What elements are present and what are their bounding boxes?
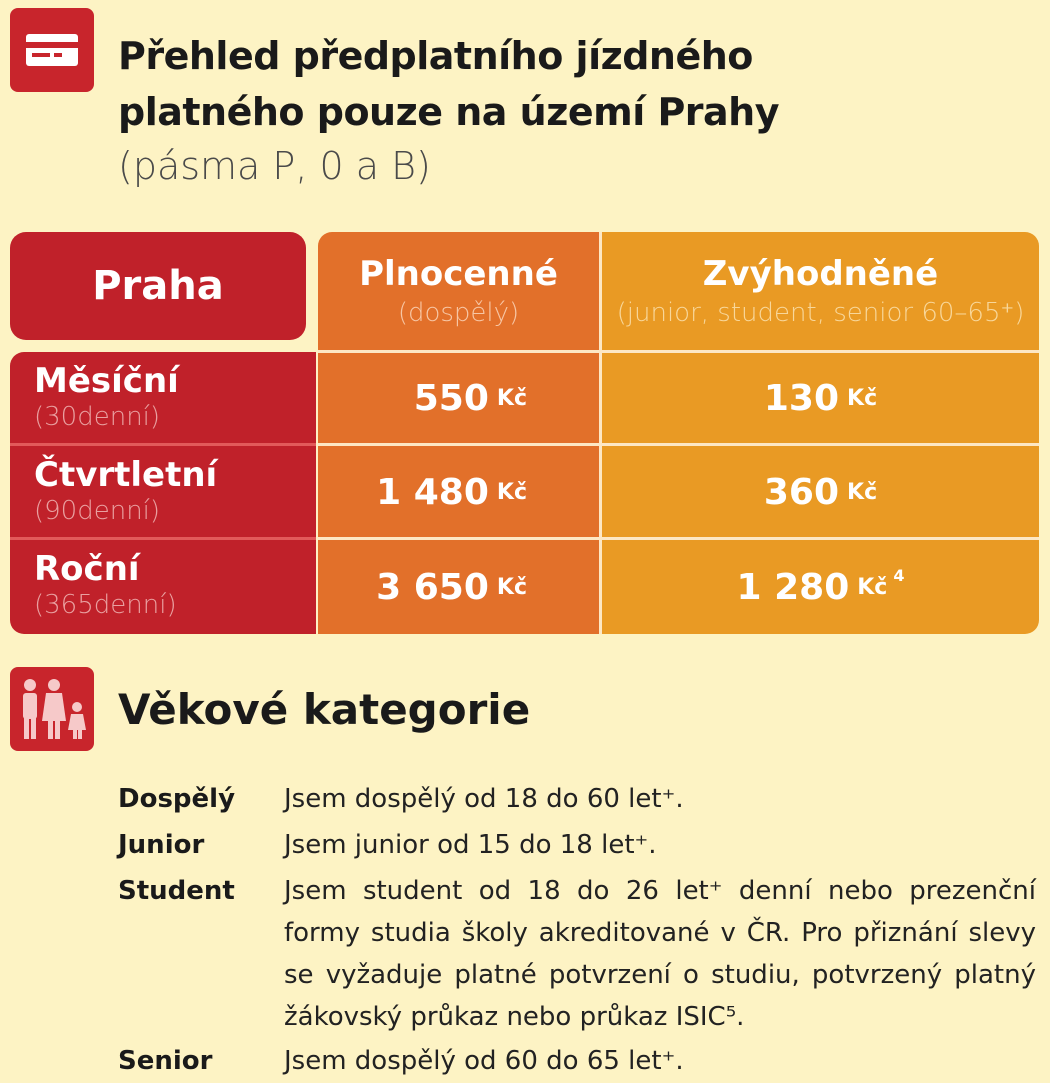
price-value: 1 480 bbox=[376, 471, 489, 513]
row-label-quarterly bbox=[10, 446, 316, 538]
row-divider bbox=[318, 537, 1039, 540]
row-label-main: Čtvrtletní bbox=[34, 455, 218, 495]
family-icon bbox=[10, 667, 94, 751]
section-title: Věkové kategorie bbox=[118, 685, 531, 734]
page-title-line1: Přehled předplatního jízdného bbox=[118, 34, 753, 78]
price-value: 1 280 bbox=[736, 566, 850, 608]
footnote-marker: 4 bbox=[893, 565, 905, 585]
currency-label: Kč bbox=[847, 385, 878, 411]
price-value: 3 650 bbox=[376, 566, 489, 608]
table-corner-label: Praha bbox=[10, 232, 306, 340]
price-monthly-reduced bbox=[602, 352, 1039, 444]
price-yearly-full bbox=[318, 540, 599, 634]
list-item bbox=[118, 1038, 1036, 1083]
currency-label: Kč bbox=[496, 385, 527, 411]
column-header-reduced-sub: (junior, student, senior 60–65⁺) bbox=[616, 298, 1025, 328]
column-header-full bbox=[318, 232, 599, 350]
category-name: Senior bbox=[118, 1046, 213, 1076]
row-divider bbox=[318, 443, 1039, 446]
category-description: Jsem student od 18 do 26 let⁺ denní nebo prezenční formy studia školy akreditované v ČR. Pro přiznání slevy se vyžaduje platné potvrzení o studiu, potvrzený platný žákovský průkaz nebo průkaz ISIC⁵. bbox=[284, 876, 1036, 1032]
price-yearly-reduced bbox=[602, 540, 1039, 634]
list-item bbox=[118, 822, 1036, 868]
category-name: Student bbox=[118, 876, 235, 906]
category-list bbox=[118, 776, 1036, 1083]
currency-label: Kč bbox=[847, 479, 878, 505]
price-quarterly-full bbox=[318, 446, 599, 538]
price-quarterly-reduced bbox=[602, 446, 1039, 538]
column-header-reduced bbox=[602, 232, 1039, 350]
card-icon bbox=[10, 8, 94, 92]
column-header-full-sub: (dospělý) bbox=[397, 298, 520, 328]
row-label-sub: (90denní) bbox=[34, 496, 161, 526]
row-label-main: Roční bbox=[34, 549, 140, 589]
column-header-full-label: Plnocenné bbox=[359, 254, 558, 294]
page-subtitle: (pásma P, 0 a B) bbox=[118, 144, 431, 188]
price-monthly-full bbox=[318, 352, 599, 444]
price-value: 550 bbox=[413, 377, 489, 419]
category-description: Jsem junior od 15 do 18 let⁺. bbox=[284, 830, 657, 860]
row-label-yearly bbox=[10, 540, 316, 634]
price-value: 360 bbox=[763, 471, 840, 513]
row-divider bbox=[10, 443, 316, 446]
price-value: 130 bbox=[763, 377, 840, 419]
row-divider bbox=[318, 350, 1039, 353]
currency-label: Kč bbox=[496, 479, 527, 505]
row-label-sub: (30denní) bbox=[34, 402, 161, 432]
list-item bbox=[118, 776, 1036, 822]
page-title-block bbox=[118, 28, 779, 192]
category-name: Junior bbox=[118, 830, 205, 860]
currency-label: Kč bbox=[496, 574, 527, 600]
row-label-main: Měsíční bbox=[34, 361, 179, 401]
category-description: Jsem dospělý od 60 do 65 let⁺. bbox=[284, 1046, 684, 1076]
page-title-line2: platného pouze na území Prahy bbox=[118, 90, 780, 134]
row-divider bbox=[10, 537, 316, 540]
currency-label: Kč bbox=[857, 574, 888, 600]
category-description: Jsem dospělý od 18 do 60 let⁺. bbox=[284, 784, 684, 814]
category-name: Dospělý bbox=[118, 784, 236, 814]
column-header-reduced-label: Zvýhodněné bbox=[702, 254, 939, 294]
row-label-sub: (365denní) bbox=[34, 590, 177, 620]
list-item bbox=[118, 868, 1036, 1038]
row-label-monthly bbox=[10, 352, 316, 444]
column-divider bbox=[599, 232, 602, 634]
